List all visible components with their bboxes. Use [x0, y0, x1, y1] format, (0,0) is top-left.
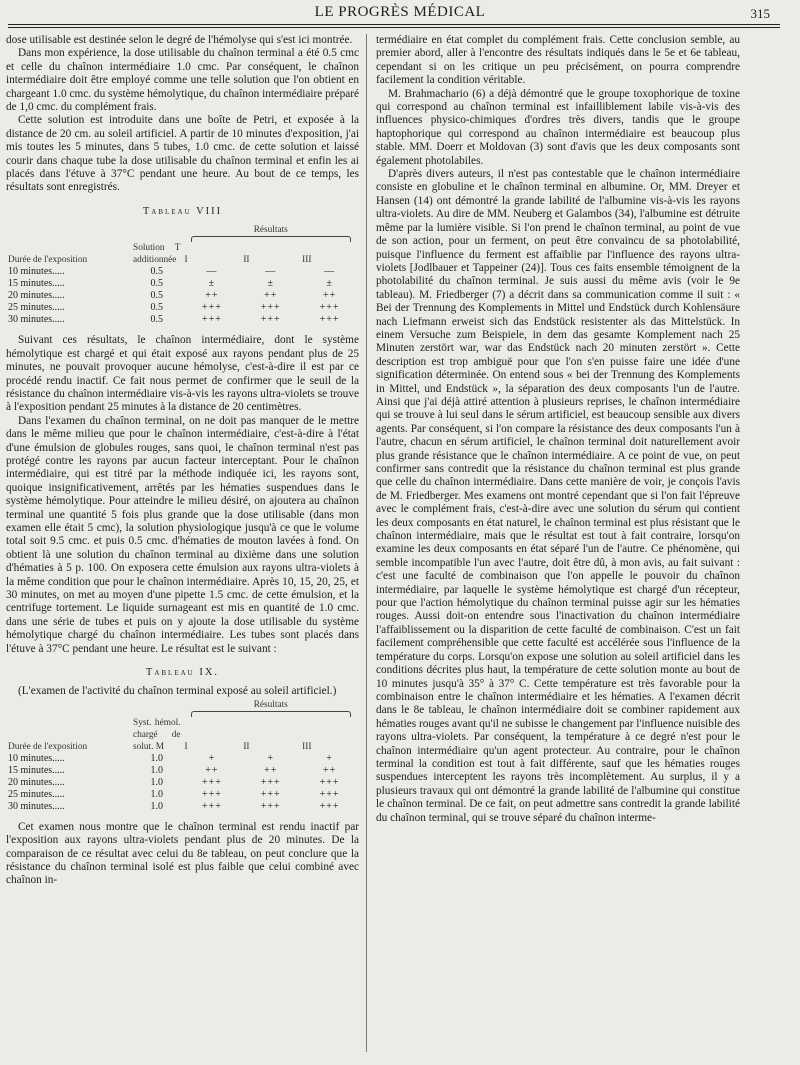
paragraph: Suivant ces résultats, le chaînon intermédiaire, dont le système hémolytique est chargé et qui était exposé aux rayons pendant plus de 25 minutes, ne pouvait provoquer aucune hémolyse, c'est-à-dire il est par ce procédé rendu inactif. Ce fait nous permet de confirmer que le seuil de la résistance du chaînon intermédiaire vis-à-vis les rayons ultra-violets se trouve à l'exposition pendant 25 minutes à la distance de 20 centimètres.: [6, 334, 359, 414]
paragraph: termédiaire en état complet du complément frais. Cette conclusion semble, au premier abord, aller à l'encontre des résultats indiqués dans le 5e et 6e tableau, cependant si on les critique un peu précisément, on pourra comprendre facilement la condition véritable.: [376, 34, 740, 87]
paragraph: Cette solution est introduite dans une boîte de Petri, et exposée à la distance de 20 cm. au soleil artificiel. A partir de 10 minutes d'exposition, j'ai mis toutes les 5 minutes, dans 5 tubes, 1.0 cmc. de cette solution et laissé courir dans chaque tube la dose utilisable du chaînon terminal et enfin les ai placés dans l'étuve à 37°C pendant une heure. Au bout de ce temps, les résultats sont enregistrés.: [6, 114, 359, 194]
table-row: 20 minutes..... 0.5 ++ ++ ++: [8, 290, 337, 302]
running-header: [0, 2, 800, 24]
solution-header: Syst. hémol. chargé de solut. M: [133, 717, 181, 752]
right-column: [376, 34, 740, 825]
paragraph: Cet examen nous montre que le chaînon terminal est rendu inactif par l'exposition aux rayons ultra-violets pendant plus de 20 minutes. De la comparaison de ce résultat avec celui du 8e tableau, on peut conclure que la résistance du chaînon terminal isolé est plus faible que celui combiné avec chaînon in-: [6, 820, 359, 887]
paragraph: M. Brahmachario (6) a déjà démontré que le groupe toxophorique de toxine qui correspond au chaînon terminal est infailliblement labile vis-à-vis des influences physico-chimiques d'ordres très divers, tandis que le groupe haptophorique qui correspond au chaînon intermédiaire est beaucoup plus stable. MM. Doerr et Moldovan (3) sont d'avis que les deux composants sont également photolabiles.: [376, 87, 740, 167]
paragraph: D'après divers auteurs, il n'est pas contestable que le chaînon intermédiaire consiste en globuline et le chaînon terminal en albumine. Or, MM. Dreyer et Hansen (14) ont démontré la grande labilité de l'albumine vis-à-vis les rayons ultra-violets. Au dire de MM. Neuberg et Galambos (34), l'albumine est détruite même par la lumière visible. Si l'on prend le chaînon terminal, au point de vue de son action, pour un ferment, on peut être convaincu de sa photolabilité, puisque l'influence du ferment est affaiblie par l'influence des rayons ultra-violets [Jodlbauer et Tappeiner (24)]. Tous ces faits ensemble témoignent de la photolabilité du chaînon terminal. Je suis aussi du même avis (voir le 9e tableau). M. Friedberger (7) a décrit dans sa communication comme il suit : « Bei der Trennung des Komplements in Mittel und Endstück durch Kohlensäure nach Liefmann erweist sich das Endstück resistenter als das Mittelstück. In einem Versuche zum Beispiele, in dem das gesamte Komplement nach 25 Minuten zerstört war, war das Endstück nach 20 minuten zerstört ». Cette description est trop ambiguë pour que l'on s'en puisse faire une idée d'une signification déterminée. On entend sous « bei der Trennung des Komplements in Mittel, und Endstück », la séparation des deux composants l'un de l'autre. Ainsi que j'ai déjà attiré attention à plusieurs reprises, le chaînon intermédiaire qui se trouve à lui seul dans le sérum artificiel, est beaucoup sensible aux divers agents. Par conséquent, si l'on compare la résistance des deux composants l'un à l'autre, chacun en sérum artificiel, le chaînon terminal doit naturellement avoir plus grande résistance que le chaînon intermédiaire. A ce point de vue, on peut confirmer sans contredit que la résistance du chaînon terminal est plus grande que celle du chaînon intermédiaire. Dans cette manière de voir, je conçois l'avis de M. Friedberger. Mes examens ont montré cependant que si l'on fait l'épreuve avec le complément frais, c'est-à-dire avec une solution du sérum qui contient les deux composants en état naturel, le chaînon terminal est plus résistant que le chaînon intermédiaire, mais que le résultat est tout à fait contraire, lorsqu'on examine les deux composants en état séparé l'un de l'autre. Ce phénomène, qui semble incompatible l'un avec l'autre, doit être dû, à mon avis, au fait suivant : c'est une faculté de combinaison que l'on appelle le pouvoir du chaînon intermédiaire, par laquelle le système hémolytique est chargé d'un récepteur, pour que l'action hémolytique du chaînon terminal puisse agir sur les hématies rouges. Aussi doit-on entendre sous l'inactivation du chaînon intermédiaire l'affaiblissement ou la disparition de cette faculté de combinaison. C'est un fait facilement compréhensible que cette faculté est accélérée sous l'influence de la température du corps. Lorsqu'on expose une solution au soleil artificiel dans les conditions décrites plus haut, la température de cette solution monte au bout de 10 minutes jusqu'à 35° à 37° C. Cette température est très favorable pour la combinaison entre le chaînon intermédiaire et les hématies. A l'examen décrit dans le 8e tableau, le chaînon intermédiaire doit se combiner rapidement aux hématies rouges avant qu'il ne subisse le changement par l'influence nuisible des rayons ultra-violets. Par conséquent, la température à ce degré n'est pour le chaînon intermédiaire qu'un agent protecteur. Au contraire, pour le chaînon terminal la condition est tout à fait différente, sauf que les hématies rouges suspendues interceptent les rayons très incomplètement. Au surplus, il y a plusieurs travaux qui ont démontré la grande labilité de l'albumine qui constitue le chaînon terminal. De ce fait, on peut admettre sans contredit la grande labilité du chaînon terminal, qui se trouve séparé du chaînon interme-: [376, 168, 740, 824]
result-col-header: I: [184, 741, 188, 752]
header-rule-thin: [8, 27, 780, 28]
paragraph: Dans l'examen du chaînon terminal, on ne doit pas manquer de le mettre dans le même milieu que pour le chaînon intermédiaire, c'est-à-dire à l'état d'une émulsion de globules rouges, sans quoi, le chaînon terminal n'est pas protégé contre les rayons par aucun facteur interceptant. Pour le chaînon intermédiaire, qui est titré par la méthode indiquée ici, les rayons sont, quoique insignificativement, arrêtés par les hématies suspendues dans le système hémolytique. Pour atteindre le milieu désiré, on ajoutera au chaînon terminal une quantité 5 fois plus grande que la dose utilisable (dans mon examen elle était 5 cmc), la solution physiologique jusqu'à ce que le volume total soit 9.5 cmc. et puis 0.5 cmc. d'hématies de mouton lavées à fond. On obtient là une solution du chaînon terminal au dixième dans une solution d'hématies à 5 p. 100. On exposera cette émulsion aux rayons ultra-violets à la même condition que pour le chaînon intermédiaire. Après 10, 15, 20, 25, et 30 minutes, on met au moyen d'une pipette 1.5 cmc. de cette émulsion, et la centrifuge tortement. Le liquide surnageant est mis en quantité de 1.0 cmc. dans une série de tubes et puis on y ajoute la dose utilisable du système hémolytique chargé du chaînon intermédiaire. Les tubes sont placés dans l'étuve à 37°C pendant une heure. Le résultat est le suivant :: [6, 414, 359, 655]
table-8-title: Tableau VIII: [142, 205, 223, 217]
table-row: 20 minutes..... 1.0 +++ +++ +++: [8, 776, 340, 788]
result-col-header: III: [302, 255, 312, 266]
page-number: 315: [750, 6, 770, 21]
paragraph: dose utilisable est destinée selon le degré de l'hémolyse qui s'est ici montrée.: [6, 34, 353, 46]
table-row: 30 minutes..... 0.5 +++ +++ +++: [8, 314, 340, 326]
duration-header: Durée de l'exposition: [8, 255, 88, 266]
paragraph: Dans mon expérience, la dose utilisable du chaînon terminal a été 0.5 cmc et celle du chaînon intermédiaire 1.0 cmc. Par conséquent, le chaînon intermédiaire doit être employé comme une telle solution que l'on obtient en chargeant 1.0 cmc. du système hémolytique, du chaînon intermédiaire préparé de 1,0 cmc. du complément frais.: [6, 47, 360, 114]
column-divider: [366, 34, 367, 1052]
table-8: [6, 224, 359, 326]
table-9-note: (L'examen de l'activité du chaînon terminal exposé au soleil artificiel.): [18, 685, 337, 698]
duration-header: Durée de l'exposition: [8, 741, 88, 752]
table-row: 15 minutes..... 1.0 ++ ++ ++: [8, 764, 337, 776]
table-row: 15 minutes..... 0.5 ± ± ±: [8, 278, 333, 290]
results-header: Résultats: [183, 699, 360, 717]
left-column: [6, 34, 359, 888]
table-row: 10 minutes..... 0.5 — — —: [8, 266, 336, 278]
result-col-header: I: [184, 255, 188, 266]
results-header: Résultats: [183, 224, 360, 242]
result-col-header: II: [243, 255, 250, 266]
table-row: 30 minutes..... 1.0 +++ +++ +++: [8, 800, 340, 812]
result-col-header: III: [302, 741, 312, 752]
table-row: 25 minutes..... 1.0 +++ +++ +++: [8, 788, 340, 800]
journal-title: LE PROGRÈS MÉDICAL: [314, 4, 486, 20]
table-row: 25 minutes..... 0.5 +++ +++ +++: [8, 302, 340, 314]
result-col-header: II: [243, 741, 250, 752]
header-rule: [8, 24, 780, 25]
table-9-title: Tableau IX.: [145, 667, 220, 679]
table-row: 10 minutes..... 1.0 + + +: [8, 752, 333, 764]
solution-header: Solution T additionnée: [133, 243, 181, 266]
table-9: [6, 699, 359, 813]
